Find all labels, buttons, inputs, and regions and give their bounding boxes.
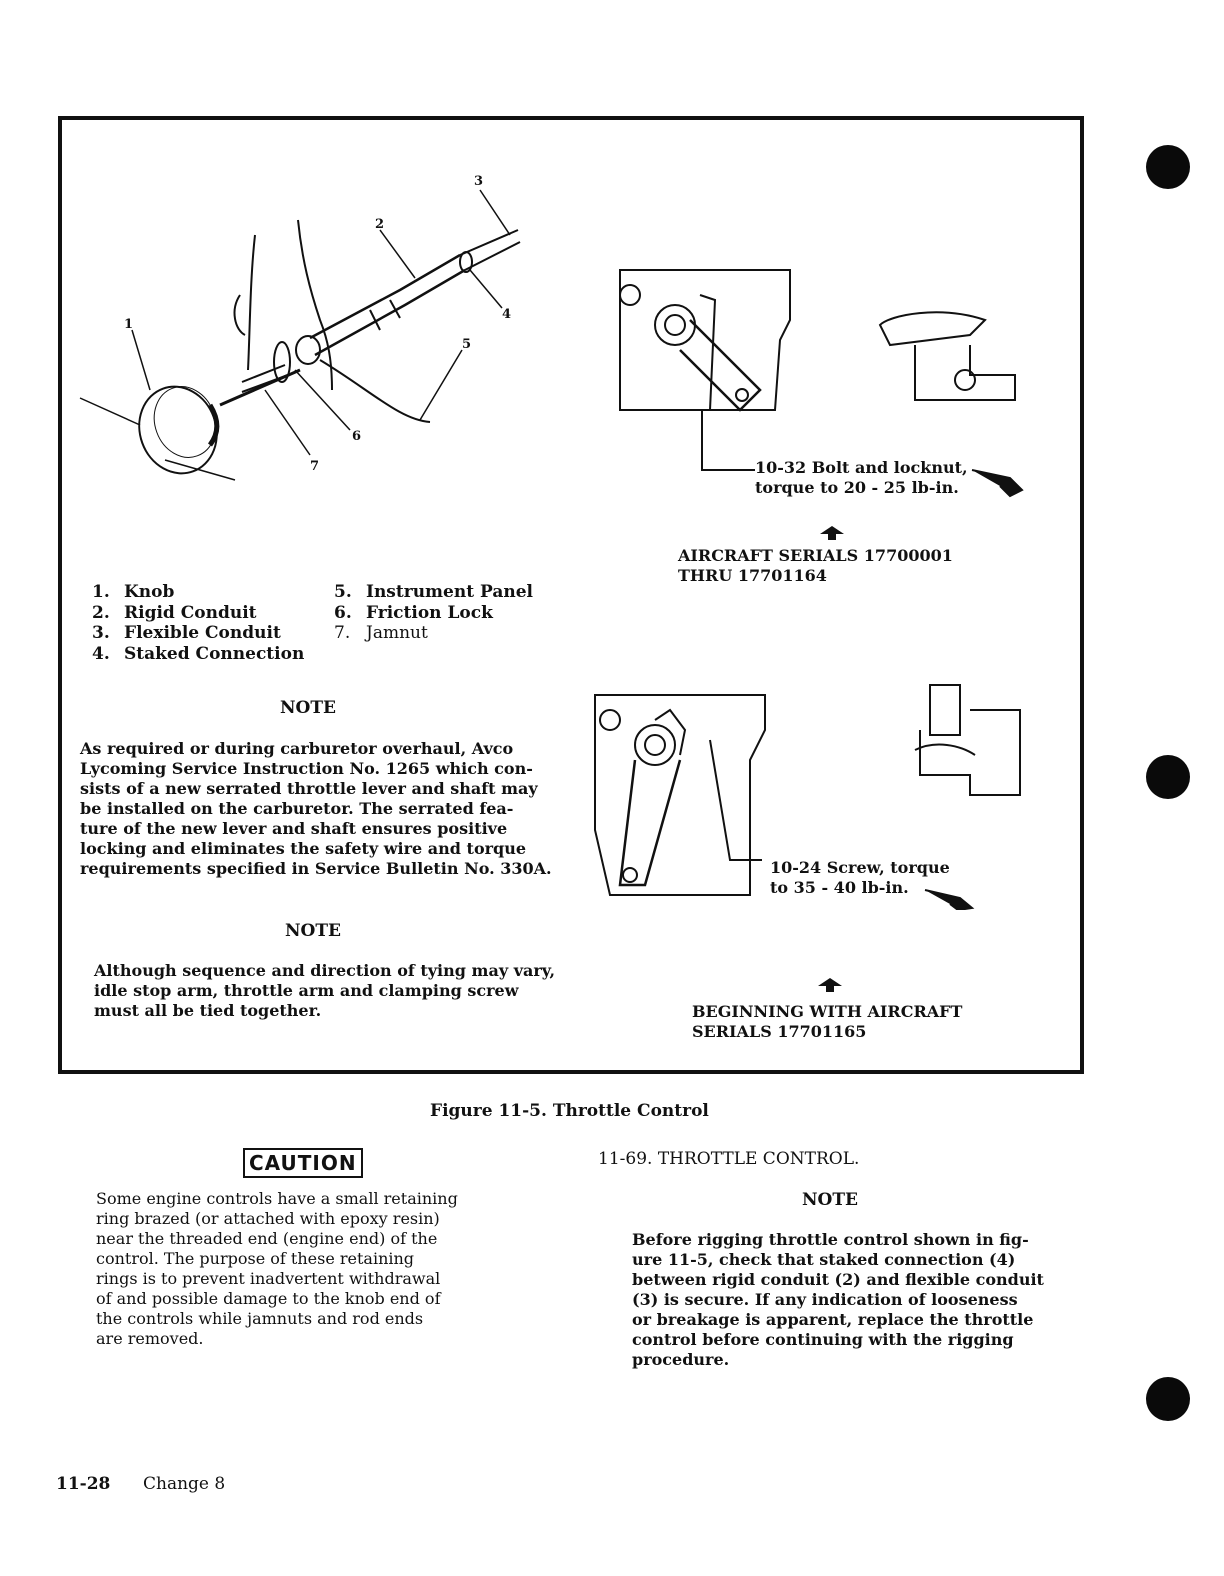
callout-3: 3 bbox=[474, 174, 484, 189]
caution-line: Some engine controls have a small retaining bbox=[96, 1189, 458, 1208]
leader-5 bbox=[420, 350, 462, 420]
leader-4 bbox=[470, 270, 502, 308]
rigid-conduit-shape bbox=[310, 255, 465, 355]
panel-curve bbox=[235, 295, 245, 335]
legend-left bbox=[92, 582, 304, 664]
note1-heading: NOTE bbox=[280, 698, 336, 718]
note1-line: sists of a new serrated throttle lever and shaft may bbox=[80, 779, 538, 798]
punch-hole bbox=[1146, 755, 1190, 799]
arm-hole bbox=[623, 868, 637, 882]
knob-shape bbox=[127, 376, 229, 485]
carb-hole bbox=[600, 710, 620, 730]
leader-7 bbox=[265, 390, 310, 455]
leader-3 bbox=[480, 190, 510, 235]
note1-line: As required or during carburetor overhaul, Avco bbox=[80, 739, 514, 758]
caution-line: the controls while jamnuts and rod ends bbox=[96, 1309, 424, 1328]
callout-5: 5 bbox=[462, 337, 472, 352]
caution-line: of and possible damage to the knob end of bbox=[96, 1289, 441, 1308]
legend-item: 1. Knob bbox=[92, 582, 175, 602]
change-number: Change 8 bbox=[143, 1474, 226, 1494]
note2-line: idle stop arm, throttle arm and clamping screw bbox=[94, 981, 519, 1000]
panel-line bbox=[248, 235, 255, 370]
serial-line: AIRCRAFT SERIALS 17700001 bbox=[678, 546, 953, 565]
note1-line: locking and eliminates the safety wire and torque bbox=[80, 839, 527, 858]
callout-4: 4 bbox=[502, 307, 512, 322]
side-view-screw bbox=[930, 685, 960, 735]
note1-line: be installed on the carburetor. The serrated fea- bbox=[80, 799, 514, 818]
section-line: ure 11-5, check that staked connection (4) bbox=[632, 1250, 1016, 1269]
arrow-up-icon bbox=[820, 526, 844, 540]
punch-hole bbox=[1146, 145, 1190, 189]
bolt-shape bbox=[698, 295, 715, 410]
detail-top-callout bbox=[755, 458, 968, 498]
legend-item: 2. Rigid Conduit bbox=[92, 602, 257, 623]
flexible-conduit-shape bbox=[460, 230, 520, 270]
detail-top-serials bbox=[678, 546, 953, 586]
note1-line: requirements specified in Service Bulletin No. 330A. bbox=[80, 859, 552, 878]
arrow-up-icon bbox=[818, 978, 842, 992]
section-line: Before rigging throttle control shown in fig- bbox=[632, 1230, 1029, 1249]
caution-line: ring brazed (or attached with epoxy resin) bbox=[96, 1209, 440, 1228]
detail-top-callout-line: 10-32 Bolt and locknut, bbox=[755, 458, 968, 477]
detail-top-callout-line: torque to 20 - 25 lb-in. bbox=[755, 478, 959, 497]
arm-hole bbox=[736, 389, 748, 401]
section-line: control before continuing with the rigging bbox=[632, 1330, 1014, 1349]
throttle-shaft-inner bbox=[665, 315, 685, 335]
throttle-shaft-inner bbox=[645, 735, 665, 755]
punch-hole bbox=[1146, 1377, 1190, 1421]
callout-7: 7 bbox=[310, 459, 320, 474]
detail-bottom-callout bbox=[770, 858, 950, 898]
side-view-body bbox=[915, 345, 1015, 400]
serial-line: THRU 17701164 bbox=[678, 566, 827, 585]
legend-item: 7. Jamnut bbox=[334, 623, 428, 643]
note1-line: ture of the new lever and shaft ensures positive bbox=[80, 819, 508, 838]
note2-line: must all be tied together. bbox=[94, 1001, 322, 1020]
safety-wire bbox=[915, 745, 975, 755]
carb-hole bbox=[620, 285, 640, 305]
section-heading: 11-69. THROTTLE CONTROL. bbox=[598, 1149, 860, 1169]
detail-bottom-callout-line: 10-24 Screw, torque bbox=[770, 858, 950, 877]
leader-1 bbox=[132, 330, 150, 390]
screw-leader bbox=[710, 740, 762, 860]
legend-item: 5. Instrument Panel bbox=[334, 582, 533, 602]
leader-6 bbox=[295, 370, 350, 430]
serial-line: SERIALS 17701165 bbox=[692, 1022, 867, 1041]
note1-body bbox=[80, 739, 580, 879]
pointing-hand-icon bbox=[972, 470, 1022, 496]
side-view-bolt bbox=[955, 370, 975, 390]
section-line: (3) is secure. If any indication of looseness bbox=[632, 1290, 1018, 1309]
note2-heading: NOTE bbox=[285, 921, 341, 941]
note1-line: Lycoming Service Instruction No. 1265 which con- bbox=[80, 759, 533, 778]
page-number: 11-28 bbox=[56, 1474, 111, 1494]
throttle-shaft bbox=[655, 305, 695, 345]
serial-line: BEGINNING WITH AIRCRAFT bbox=[692, 1002, 963, 1021]
caution-line: control. The purpose of these retaining bbox=[96, 1249, 415, 1268]
friction-lock-shape bbox=[296, 336, 320, 364]
legend-item: 4. Staked Connection bbox=[92, 643, 305, 664]
legend-item: 6. Friction Lock bbox=[334, 602, 493, 623]
note2-body bbox=[94, 961, 574, 1021]
caution-body bbox=[96, 1189, 546, 1349]
side-view-top bbox=[880, 312, 985, 345]
throttle-shaft bbox=[635, 725, 675, 765]
bolt-leader bbox=[702, 410, 755, 470]
callout-6: 6 bbox=[352, 429, 362, 444]
knob-knurl bbox=[210, 405, 217, 445]
caution-line: rings is to prevent inadvertent withdrawal bbox=[96, 1269, 441, 1288]
figure-caption: Figure 11-5. Throttle Control bbox=[430, 1101, 709, 1121]
jamnut-shape bbox=[274, 342, 290, 382]
section-note-body bbox=[632, 1230, 1052, 1370]
note2-line: Although sequence and direction of tying may vary, bbox=[94, 961, 556, 980]
legend-right bbox=[334, 582, 533, 644]
cable-wire bbox=[320, 360, 430, 422]
callout-2: 2 bbox=[375, 217, 385, 232]
legend-item: 3. Flexible Conduit bbox=[92, 623, 281, 643]
caution-label: CAUTION bbox=[243, 1148, 363, 1178]
detail-bottom-serials bbox=[692, 1002, 962, 1042]
section-note-heading: NOTE bbox=[802, 1190, 858, 1210]
throttle-arm bbox=[620, 760, 680, 885]
section-line: or breakage is apparent, replace the throttle bbox=[632, 1310, 1034, 1329]
section-line: procedure. bbox=[632, 1350, 730, 1369]
caution-line: near the threaded end (engine end) of the bbox=[96, 1229, 438, 1248]
carb-body bbox=[620, 270, 790, 410]
detail-bottom-callout-line: to 35 - 40 lb-in. bbox=[770, 878, 909, 897]
callout-1: 1 bbox=[124, 317, 134, 332]
caution-line: are removed. bbox=[96, 1329, 204, 1348]
leader-2 bbox=[380, 230, 415, 278]
throttle-assembly-illustration bbox=[70, 160, 540, 490]
section-line: between rigid conduit (2) and flexible conduit bbox=[632, 1270, 1044, 1289]
